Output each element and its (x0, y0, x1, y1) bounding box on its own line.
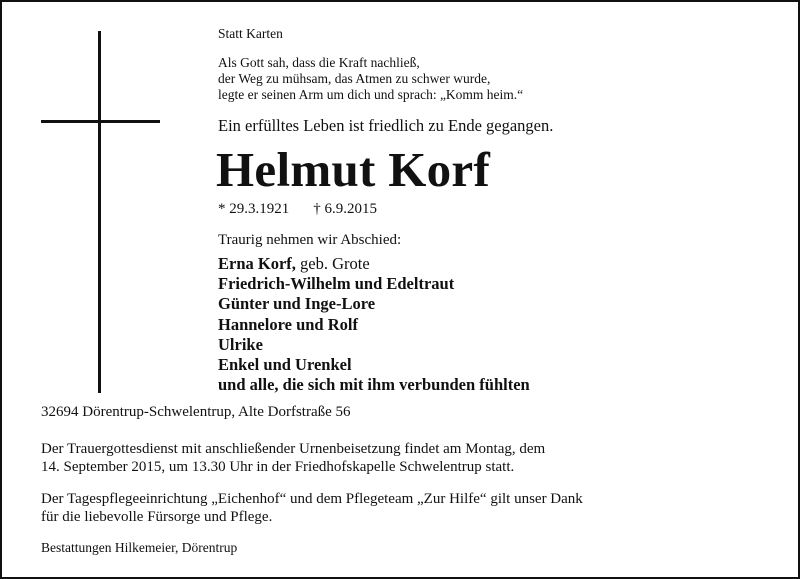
mourning-intro: Traurig nehmen wir Abschied: (218, 232, 402, 248)
family-list (218, 254, 530, 395)
address: 32694 Dörentrup-Schwelentrup, Alte Dorfstraße 56 (41, 404, 351, 420)
family-spouse (218, 254, 530, 274)
thanks-line: Der Tagespflegeeinrichtung „Eichenhof“ und dem Pflegeteam „Zur Hilfe“ gilt unser Dank (41, 491, 583, 507)
subtitle: Ein erfülltes Leben ist friedlich zu Ende gegangen. (218, 116, 554, 135)
spouse-name: Erna Korf, (218, 254, 296, 273)
service-line: 14. September 2015, um 13.30 Uhr in der Friedhofskapelle Schwelentrup statt. (41, 459, 515, 475)
life-dates (218, 202, 377, 217)
cross-icon-vertical-bar (98, 31, 101, 393)
undertaker: Bestattungen Hilkemeier, Dörentrup (41, 540, 238, 555)
death-date: † 6.9.2015 (313, 201, 377, 217)
service-info (41, 440, 545, 476)
family-member: Enkel und Urenkel (218, 355, 352, 375)
poem-line: Als Gott sah, dass die Kraft nachließ, (218, 55, 420, 70)
service-line: Der Trauergottesdienst mit anschließender Urnenbeisetzung findet am Montag, dem (41, 441, 546, 457)
family-member: Ulrike (218, 334, 263, 354)
spouse-note: geb. Grote (295, 254, 370, 273)
poem-line: der Weg zu mühsam, das Atmen zu schwer wurde, (218, 71, 491, 86)
birth-date: * 29.3.1921 (218, 201, 290, 217)
cross-icon-horizontal-bar (41, 120, 160, 123)
poem-line: legte er seinen Arm um dich und sprach: „Komm heim.“ (218, 87, 524, 102)
deceased-name: Helmut Korf (216, 142, 491, 197)
family-member: Friedrich-Wilhelm und Edeltraut (218, 274, 455, 294)
family-member: Hannelore und Rolf (218, 314, 358, 334)
thanks-line: für die liebevolle Fürsorge und Pflege. (41, 509, 273, 525)
family-member: Günter und Inge-Lore (218, 294, 376, 314)
poem (218, 55, 523, 103)
thanks-note (41, 490, 583, 526)
statt-karten-label: Statt Karten (218, 26, 283, 41)
family-member: und alle, die sich mit ihm verbunden fühlten (218, 375, 530, 395)
